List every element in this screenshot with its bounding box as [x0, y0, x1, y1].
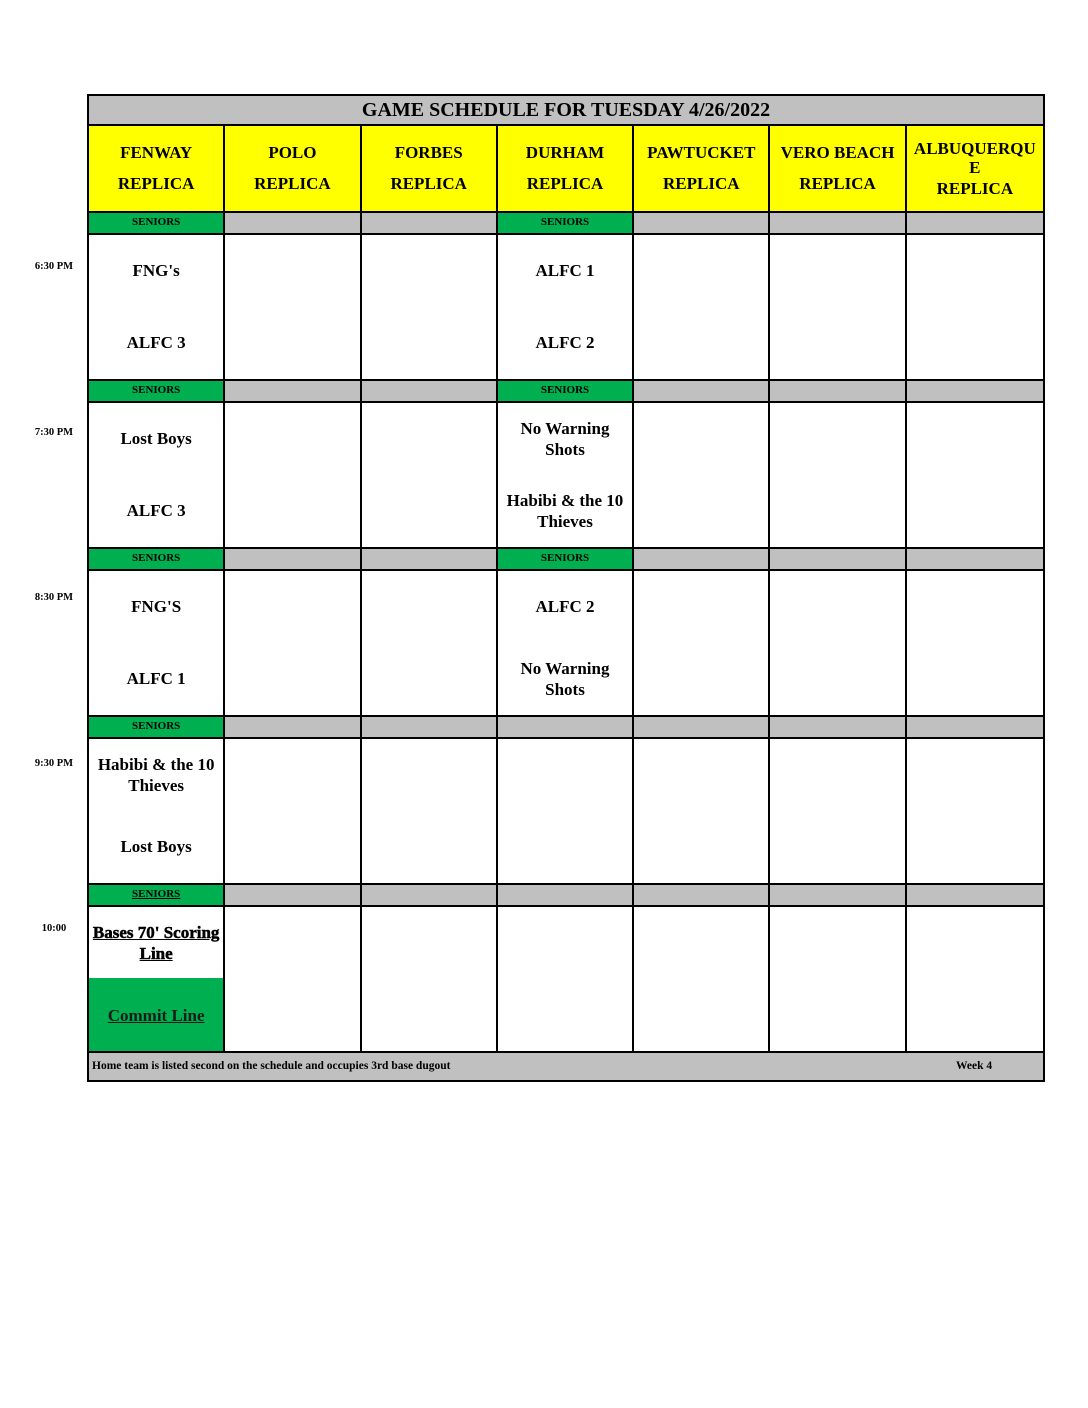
away-team: FNG's	[132, 261, 180, 280]
home-team: ALFC 3	[126, 501, 186, 520]
division-cell	[770, 885, 906, 905]
field-header-row	[89, 126, 1043, 213]
game-cell	[907, 235, 1043, 379]
field-subtitle: REPLICA	[390, 174, 467, 193]
division-cell: SENIORS	[498, 381, 634, 401]
time-slot-label: 9:30 PM	[34, 757, 74, 769]
game-cell	[634, 571, 770, 715]
game-cell	[89, 571, 225, 715]
field-subtitle: REPLICA	[663, 174, 740, 193]
commit-line-label: Commit Line	[107, 1006, 205, 1025]
division-cell	[362, 717, 498, 737]
field-subtitle: REPLICA	[936, 178, 1014, 198]
game-cell	[907, 739, 1043, 883]
division-cell	[907, 549, 1043, 569]
game-cell	[907, 907, 1043, 1051]
division-cell	[634, 717, 770, 737]
field-header	[225, 126, 361, 211]
field-header	[907, 126, 1043, 211]
division-row	[89, 381, 1043, 403]
game-cell	[225, 571, 361, 715]
home-team-note: Home team is listed second on the schedule and occupies 3rd base dugout	[92, 1060, 451, 1072]
game-cell	[498, 571, 634, 715]
field-header	[362, 126, 498, 211]
field-header	[498, 126, 634, 211]
game-row	[89, 907, 1043, 1053]
away-team: Habibi & the 10 Thieves	[97, 755, 215, 795]
field-subtitle: REPLICA	[526, 174, 604, 193]
field-name: VERO BEACH	[780, 143, 895, 162]
division-cell	[362, 213, 498, 233]
game-cell	[770, 571, 906, 715]
field-subtitle: REPLICA	[117, 174, 195, 193]
schedule-sheet	[87, 94, 1045, 1082]
commit-line-legend	[89, 978, 223, 1051]
division-cell: SENIORS	[498, 549, 634, 569]
time-slot-label: 8:30 PM	[34, 592, 74, 603]
division-cell: SENIORS	[89, 381, 225, 401]
division-cell	[770, 213, 906, 233]
game-cell	[362, 403, 498, 547]
game-cell	[498, 235, 634, 379]
division-cell	[907, 717, 1043, 737]
division-row	[89, 885, 1043, 907]
game-cell	[362, 739, 498, 883]
scoring-line-label: Bases 70' Scoring Line	[92, 923, 220, 963]
division-row	[89, 549, 1043, 571]
home-team: Habibi & the 10 Thieves	[506, 491, 624, 531]
game-row	[89, 235, 1043, 381]
away-team: ALFC 1	[535, 261, 595, 280]
game-cell	[770, 403, 906, 547]
game-cell	[907, 403, 1043, 547]
time-slot-label: 6:30 PM	[34, 261, 74, 272]
game-cell	[362, 235, 498, 379]
game-cell	[634, 403, 770, 547]
schedule-title: GAME SCHEDULE FOR TUESDAY 4/26/2022	[89, 96, 1043, 126]
field-name: FORBES	[394, 143, 463, 162]
game-cell	[498, 403, 634, 547]
game-cell	[362, 571, 498, 715]
field-header	[89, 126, 225, 211]
game-cell	[770, 739, 906, 883]
away-team: ALFC 2	[535, 597, 595, 616]
division-cell	[770, 381, 906, 401]
home-team: ALFC 2	[535, 333, 595, 352]
game-cell	[498, 907, 634, 1051]
game-row	[89, 739, 1043, 885]
game-cell	[634, 739, 770, 883]
division-cell	[498, 885, 634, 905]
division-cell	[907, 381, 1043, 401]
field-name: POLO	[268, 143, 317, 162]
division-cell	[362, 549, 498, 569]
game-cell	[89, 235, 225, 379]
division-cell	[225, 381, 361, 401]
division-cell	[907, 213, 1043, 233]
game-cell	[225, 907, 361, 1051]
field-subtitle: REPLICA	[799, 174, 876, 193]
game-cell	[225, 403, 361, 547]
game-cell	[634, 907, 770, 1051]
game-row	[89, 571, 1043, 717]
line-legend-cell	[89, 907, 225, 1051]
division-cell	[225, 549, 361, 569]
game-cell	[89, 739, 225, 883]
home-team: No Warning Shots	[520, 659, 610, 699]
field-header	[770, 126, 906, 211]
division-cell: SENIORS	[498, 213, 634, 233]
division-cell	[498, 717, 634, 737]
field-subtitle: REPLICA	[254, 174, 331, 193]
field-name: DURHAM	[525, 143, 605, 162]
game-cell	[225, 235, 361, 379]
time-slot-label: 7:30 PM	[34, 426, 74, 438]
schedule-footer	[89, 1053, 1043, 1080]
division-row	[89, 717, 1043, 739]
division-cell	[907, 885, 1043, 905]
division-cell: SENIORS	[89, 717, 225, 737]
division-cell: SENIORS	[89, 549, 225, 569]
game-cell	[770, 907, 906, 1051]
division-cell: SENIORS	[89, 213, 225, 233]
away-team: No Warning Shots	[520, 419, 610, 459]
division-cell	[634, 213, 770, 233]
division-cell	[634, 381, 770, 401]
field-name: FENWAY	[120, 143, 193, 162]
division-cell	[634, 885, 770, 905]
week-label: Week 4	[956, 1060, 993, 1072]
division-cell	[634, 549, 770, 569]
division-cell	[770, 549, 906, 569]
field-header	[634, 126, 770, 211]
game-cell	[89, 403, 225, 547]
field-name: PAWTUCKET	[647, 143, 756, 162]
division-row	[89, 213, 1043, 235]
game-cell	[770, 235, 906, 379]
scoring-line-legend	[89, 907, 223, 978]
game-cell	[498, 739, 634, 883]
away-team: Lost Boys	[120, 429, 192, 448]
home-team: Lost Boys	[120, 837, 192, 856]
game-cell	[907, 571, 1043, 715]
home-team: ALFC 1	[126, 669, 186, 688]
field-name: ALBUQUERQUE	[913, 138, 1036, 177]
division-cell	[225, 213, 361, 233]
division-cell	[225, 885, 361, 905]
division-cell	[362, 885, 498, 905]
division-cell: SENIORS	[89, 885, 225, 905]
away-team: FNG'S	[131, 597, 182, 616]
division-cell	[225, 717, 361, 737]
home-team: ALFC 3	[126, 333, 186, 352]
game-cell	[634, 235, 770, 379]
time-slot-label: 10:00	[41, 923, 67, 934]
game-cell	[362, 907, 498, 1051]
game-cell	[225, 739, 361, 883]
game-row	[89, 403, 1043, 549]
division-cell	[770, 717, 906, 737]
division-cell	[362, 381, 498, 401]
